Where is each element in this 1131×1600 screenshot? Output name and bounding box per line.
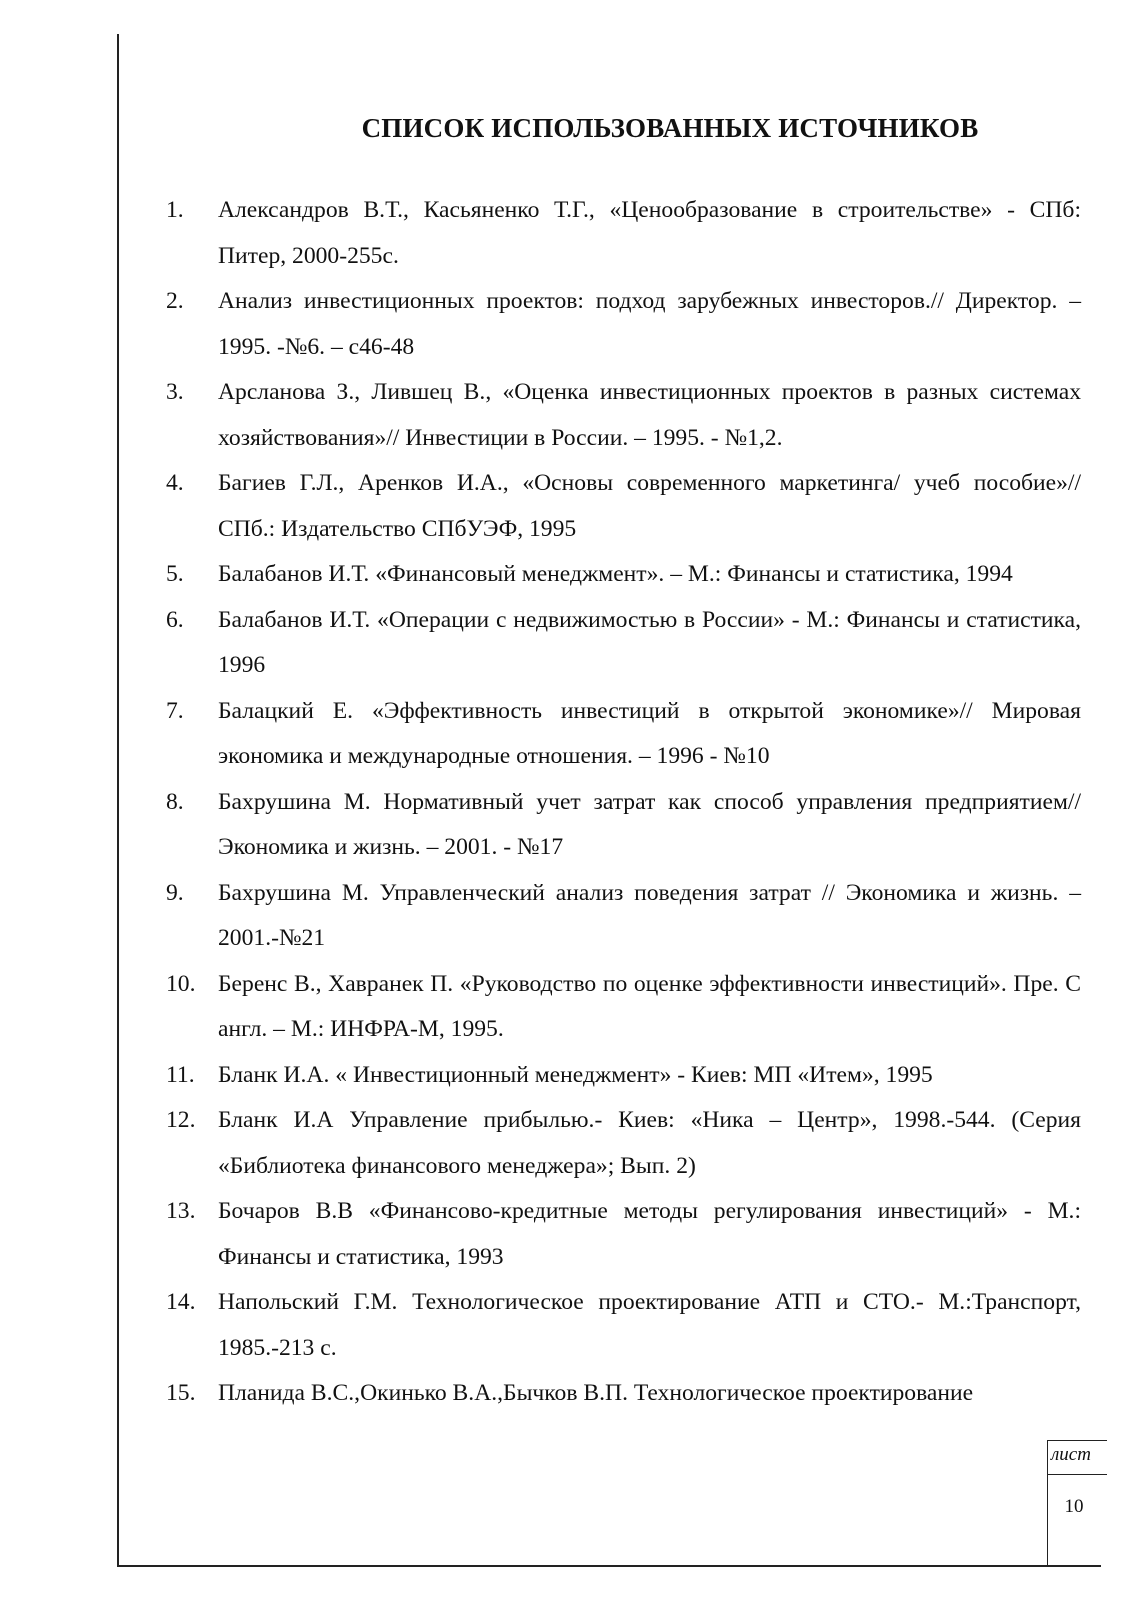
page-stamp: [1047, 1440, 1107, 1567]
source-text: Напольский Г.М. Технологическое проектирование АТП и СТО.- М.:Транспорт, 1985.-213 с.: [218, 1289, 1081, 1361]
source-item: [166, 689, 1081, 780]
source-item: [166, 1098, 1081, 1189]
source-number: 2.: [166, 288, 184, 314]
source-text: Бочаров В.В «Финансово-кредитные методы регулирования инвестиций» - М.: Финансы и статистика, 1993: [218, 1198, 1081, 1270]
source-number: 10.: [166, 970, 196, 997]
source-text: Бланк И.А Управление прибылью.- Киев: «Ника – Центр», 1998.-544. (Серия «Библиотека финансового менеджера»; Вып. 2): [218, 1107, 1081, 1179]
source-number: 4.: [166, 470, 184, 496]
frame-border-bottom: [117, 1565, 1101, 1567]
source-item: [166, 871, 1081, 962]
source-item: [166, 1280, 1081, 1371]
source-text: Бахрушина М. Управленческий анализ поведения затрат // Экономика и жизнь. – 2001.-№21: [218, 879, 1081, 951]
source-text: Анализ инвестиционных проектов: подход зарубежных инвесторов.// Директор. – 1995. -№6. – с46-48: [218, 288, 1081, 360]
source-text: Беренс В., Хавранек П. «Руководство по оценке эффективности инвестиций». Пре. С англ. – М.: ИНФРА-М, 1995.: [218, 970, 1081, 1042]
source-number: 15.: [166, 1380, 196, 1406]
source-number: 9.: [166, 879, 184, 906]
source-text: Планида В.С.,Окинько В.А.,Бычков В.П. Технологическое проектирование: [218, 1380, 974, 1406]
source-item: [166, 370, 1081, 461]
source-number: 3.: [166, 379, 184, 405]
source-text: Александров В.Т., Касьяненко Т.Г., «Ценообразование в строительстве» - СПб: Питер, 2000-255с.: [218, 197, 1081, 269]
frame-border-left: [117, 34, 119, 1567]
source-number: 7.: [166, 697, 184, 724]
source-text: Балабанов И.Т. «Операции с недвижимостью в России» - М.: Финансы и статистика, 1996: [218, 606, 1081, 678]
page-number: 10: [1064, 1496, 1084, 1517]
sheet-label: лист: [1051, 1444, 1091, 1465]
source-item: [166, 1189, 1081, 1280]
source-item: [166, 1053, 1081, 1099]
source-number: 14.: [166, 1289, 196, 1315]
source-text: Балацкий Е. «Эффективность инвестиций в открытой экономике»// Мировая экономика и международные отношения. – 1996 - №10: [218, 697, 1081, 769]
source-text: Бахрушина М. Нормативный учет затрат как способ управления предприятием// Экономика и жизнь. – 2001. - №17: [218, 788, 1081, 860]
stamp-divider-top: [1047, 1440, 1107, 1441]
source-text: Балабанов И.Т. «Финансовый менеджмент». – М.: Финансы и статистика, 1994: [218, 561, 1013, 587]
source-item: [166, 962, 1081, 1053]
source-item: [166, 461, 1081, 552]
page-title: СПИСОК ИСПОЛЬЗОВАННЫХ ИСТОЧНИКОВ: [361, 113, 979, 143]
source-number: 13.: [166, 1198, 196, 1224]
source-item: [166, 279, 1081, 370]
source-number: 5.: [166, 561, 184, 587]
source-text: Арсланова З., Лившец В., «Оценка инвестиционных проектов в разных системах хозяйствования»// Инвестиции в России. – 1995. - №1,2.: [218, 379, 1081, 451]
source-item: [166, 188, 1081, 279]
source-item: [166, 552, 1081, 598]
source-text: Бланк И.А. « Инвестиционный менеджмент» - Киев: МП «Итем», 1995: [218, 1061, 933, 1088]
source-item: [166, 1371, 1081, 1417]
source-number: 8.: [166, 788, 184, 815]
source-text: Багиев Г.Л., Аренков И.А., «Основы современного маркетинга/ учеб пособие»// СПб.: Издательство СПбУЭФ, 1995: [218, 470, 1081, 542]
source-item: [166, 598, 1081, 689]
source-item: [166, 780, 1081, 871]
source-number: 6.: [166, 606, 184, 633]
source-number: 11.: [166, 1061, 195, 1088]
source-number: 1.: [166, 197, 184, 223]
sources-list: [166, 188, 1081, 1417]
stamp-divider: [1047, 1474, 1107, 1475]
source-number: 12.: [166, 1107, 196, 1133]
